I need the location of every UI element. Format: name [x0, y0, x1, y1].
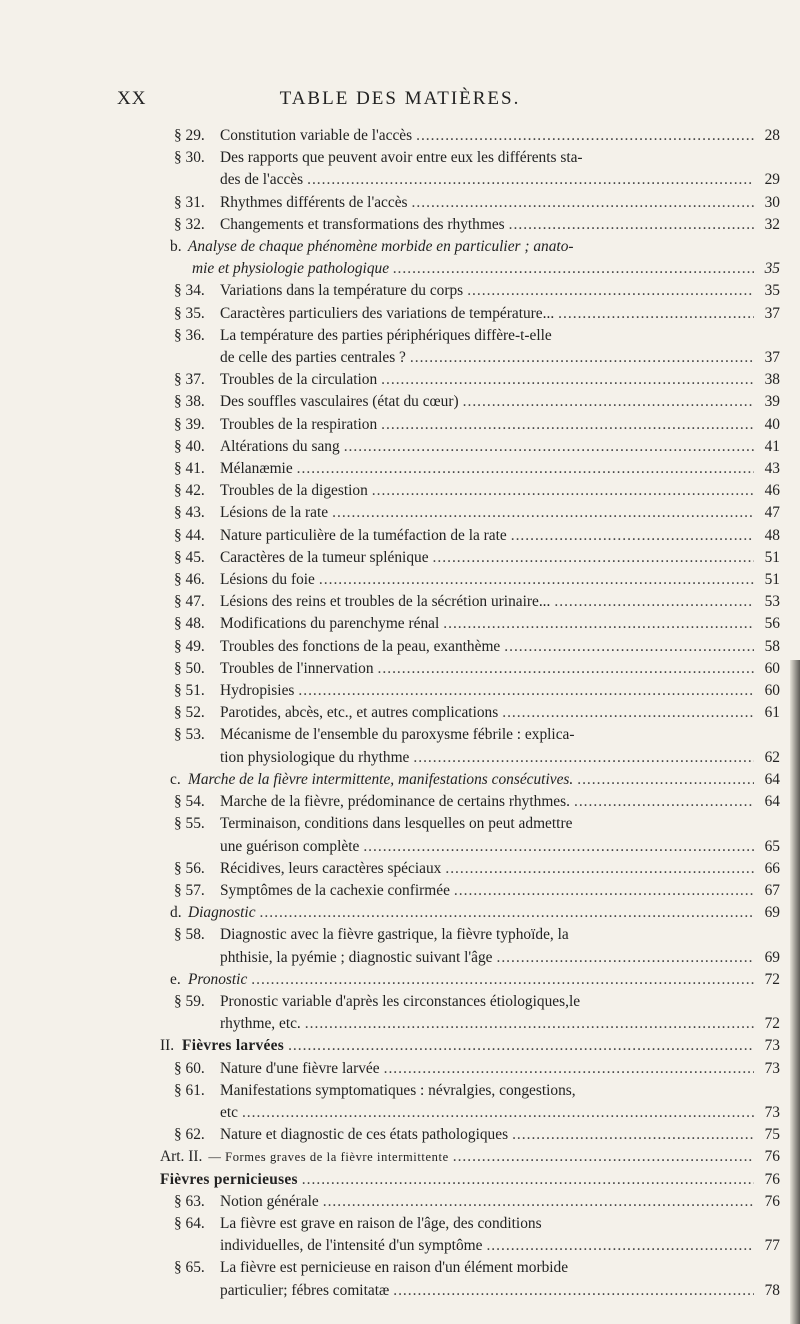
toc-entry-page: 77 — [764, 1237, 780, 1255]
toc-entry — [160, 214, 780, 236]
dot-leader — [577, 769, 754, 791]
toc-entry-title: La fièvre est grave en raison de l'âge, des conditions — [220, 1214, 542, 1232]
toc-entry-title: Caractères particuliers des variations de température... — [220, 304, 555, 322]
toc-entry — [160, 636, 780, 658]
toc-entry-page: 35 — [764, 260, 780, 278]
toc-entry — [160, 1080, 780, 1124]
dot-leader — [463, 391, 754, 413]
dot-leader — [496, 947, 754, 969]
toc-entry-title: Variations dans la température du corps — [220, 282, 464, 300]
dot-leader — [504, 636, 754, 658]
toc-entry — [160, 902, 780, 924]
toc-entry-number: d. — [170, 904, 182, 922]
toc-entry-number: § 41. — [174, 460, 205, 478]
toc-entry-number: § 37. — [174, 371, 205, 389]
dot-leader — [393, 258, 754, 280]
toc-entry — [160, 1169, 780, 1191]
toc-entry-title: Altérations du sang — [220, 437, 340, 455]
dot-leader — [467, 280, 754, 302]
toc-entry-page: 69 — [764, 904, 780, 922]
toc-entry — [160, 192, 780, 214]
dot-leader — [381, 369, 754, 391]
toc-entry-title: — Formes graves de la fièvre intermittente — [208, 1150, 449, 1165]
toc-entry-number: § 48. — [174, 615, 205, 633]
toc-entry-title: Notion générale — [220, 1192, 319, 1210]
table-of-contents — [160, 125, 780, 1302]
toc-entry-page: 58 — [764, 637, 780, 655]
toc-entry-page: 69 — [764, 948, 780, 966]
toc-entry — [160, 880, 780, 902]
toc-entry-title: Fièvres pernicieuses — [160, 1170, 298, 1188]
dot-leader — [372, 480, 754, 502]
toc-entry — [160, 1257, 780, 1301]
toc-entry — [160, 991, 780, 1035]
toc-entry-title-continuation: individuelles, de l'intensité d'un symptôme — [220, 1237, 483, 1255]
toc-entry-title: Lésions du foie — [220, 571, 315, 589]
toc-entry-page: 76 — [764, 1192, 780, 1210]
toc-entry-title: La température des parties périphériques diffère-t-elle — [220, 326, 552, 344]
toc-entry-number: § 44. — [174, 526, 205, 544]
toc-entry-page: 51 — [764, 548, 780, 566]
toc-entry-number: § 30. — [174, 149, 205, 167]
dot-leader — [443, 613, 754, 635]
toc-entry — [160, 858, 780, 880]
toc-entry-number: § 46. — [174, 571, 205, 589]
toc-entry-number: § 47. — [174, 593, 205, 611]
toc-entry-page: 65 — [764, 837, 780, 855]
toc-entry-title: Nature particulière de la tuméfaction de la rate — [220, 526, 507, 544]
toc-entry-page: 64 — [764, 793, 780, 811]
toc-entry-number: § 57. — [174, 881, 205, 899]
toc-entry — [160, 525, 780, 547]
toc-entry-number: § 51. — [174, 682, 205, 700]
toc-entry — [160, 1191, 780, 1213]
toc-entry — [160, 436, 780, 458]
toc-entry-page: 53 — [764, 593, 780, 611]
dot-leader — [512, 1124, 754, 1146]
toc-entry-title: Symptômes de la cachexie confirmée — [220, 881, 450, 899]
dot-leader — [305, 1013, 754, 1035]
page-edge-shadow — [790, 660, 800, 1324]
toc-entry — [160, 969, 780, 991]
toc-entry-number: § 65. — [174, 1259, 205, 1277]
toc-entry — [160, 325, 780, 369]
toc-entry-number: § 38. — [174, 393, 205, 411]
dot-leader — [454, 880, 754, 902]
toc-entry-number: § 63. — [174, 1192, 205, 1210]
dot-leader — [416, 125, 754, 147]
toc-entry-number: II. — [160, 1037, 175, 1055]
toc-entry-title: Rhythmes différents de l'accès — [220, 193, 408, 211]
toc-entry — [160, 569, 780, 591]
toc-entry-title-continuation: particulier; fébres comitatæ — [220, 1281, 390, 1299]
dot-leader — [453, 1146, 754, 1168]
dot-leader — [307, 169, 754, 191]
toc-entry-page: 48 — [764, 526, 780, 544]
toc-entry-number: § 43. — [174, 504, 205, 522]
toc-entry-page: 37 — [764, 349, 780, 367]
toc-entry-title: Mécanisme de l'ensemble du paroxysme fébrile : explica- — [220, 726, 575, 744]
toc-entry — [160, 125, 780, 147]
dot-leader — [363, 836, 754, 858]
dot-leader — [433, 547, 754, 569]
toc-entry-number: § 45. — [174, 548, 205, 566]
dot-leader — [502, 702, 754, 724]
toc-entry-page: 40 — [764, 415, 780, 433]
toc-entry — [160, 1146, 780, 1168]
dot-leader — [288, 1035, 754, 1057]
toc-entry-number: § 60. — [174, 1059, 205, 1077]
toc-entry-title: Nature et diagnostic de ces états pathologiques — [220, 1126, 509, 1144]
dot-leader — [558, 303, 754, 325]
toc-entry-title: Terminaison, conditions dans lesquelles on peut admettre — [220, 815, 573, 833]
toc-entry-number: § 64. — [174, 1214, 205, 1232]
toc-entry — [160, 303, 780, 325]
toc-entry-number: § 53. — [174, 726, 205, 744]
toc-entry-number: § 42. — [174, 482, 205, 500]
toc-entry — [160, 658, 780, 680]
toc-entry-title: Caractères de la tumeur splénique — [220, 548, 429, 566]
toc-entry-number: § 55. — [174, 815, 205, 833]
toc-entry — [160, 613, 780, 635]
toc-entry-number: § 56. — [174, 859, 205, 877]
dot-leader — [486, 1235, 754, 1257]
toc-entry-page: 47 — [764, 504, 780, 522]
dot-leader — [298, 680, 754, 702]
toc-entry-number: § 35. — [174, 304, 205, 322]
page-header — [0, 88, 800, 112]
toc-entry-page: 46 — [764, 482, 780, 500]
toc-entry-title: Marche de la fièvre intermittente, manifestations consécutives. — [188, 770, 574, 788]
toc-entry-title: Constitution variable de l'accès — [220, 127, 413, 144]
toc-entry-title: Troubles de la digestion — [220, 482, 368, 500]
toc-entry-number: § 58. — [174, 926, 205, 944]
dot-leader — [574, 791, 754, 813]
toc-entry — [160, 369, 780, 391]
toc-entry-page: 51 — [764, 571, 780, 589]
toc-entry — [160, 724, 780, 768]
dot-leader — [445, 858, 754, 880]
toc-entry-title: Des rapports que peuvent avoir entre eux les différents sta- — [220, 149, 583, 167]
toc-entry-number: § 54. — [174, 793, 205, 811]
toc-entry-page: 75 — [764, 1126, 780, 1144]
toc-entry-title: Parotides, abcès, etc., et autres complications — [220, 704, 499, 722]
toc-entry-number: § 49. — [174, 637, 205, 655]
toc-entry-title: Lésions des reins et troubles de la sécrétion urinaire... — [220, 593, 551, 611]
toc-entry-page: 67 — [764, 881, 780, 899]
toc-entry-page: 62 — [764, 748, 780, 766]
toc-entry-page: 60 — [764, 659, 780, 677]
toc-entry-page: 35 — [764, 282, 780, 300]
running-title: TABLE DES MATIÈRES. — [279, 88, 521, 109]
toc-entry-page: 38 — [764, 371, 780, 389]
toc-entry-page: 64 — [764, 770, 780, 788]
toc-entry — [160, 280, 780, 302]
toc-entry-title-continuation: une guérison complète — [220, 837, 360, 855]
toc-entry-title: Troubles des fonctions de la peau, exanthème — [220, 637, 501, 655]
dot-leader — [297, 458, 754, 480]
toc-entry-number: § 36. — [174, 326, 205, 344]
toc-entry-title: Mélanæmie — [220, 460, 293, 478]
toc-entry-title: Des souffles vasculaires (état du cœur) — [220, 393, 459, 411]
toc-entry-page: 43 — [764, 460, 780, 478]
toc-entry — [160, 502, 780, 524]
toc-entry-page: 39 — [764, 393, 780, 411]
toc-entry-number: § 50. — [174, 659, 205, 677]
toc-entry-title: Récidives, leurs caractères spéciaux — [220, 859, 442, 877]
toc-entry-title: Troubles de la circulation — [220, 371, 378, 389]
toc-entry-number: b. — [170, 238, 182, 256]
dot-leader — [260, 902, 754, 924]
toc-entry-page: 28 — [764, 127, 780, 144]
toc-entry-number: § 52. — [174, 704, 205, 722]
toc-entry-page: 76 — [764, 1170, 780, 1188]
folio-number: XX — [117, 88, 147, 109]
toc-entry — [160, 813, 780, 857]
toc-entry — [160, 1124, 780, 1146]
toc-entry-page: 66 — [764, 859, 780, 877]
toc-entry-number: § 40. — [174, 437, 205, 455]
toc-entry-page: 30 — [764, 193, 780, 211]
dot-leader — [378, 658, 754, 680]
toc-entry-number: c. — [170, 770, 181, 788]
toc-entry-number: Art. II. — [160, 1148, 203, 1166]
toc-entry-title: Fièvres larvées — [182, 1037, 285, 1055]
dot-leader — [302, 1169, 754, 1191]
toc-entry-number: § 31. — [174, 193, 205, 211]
toc-entry-title: Diagnostic — [188, 904, 256, 922]
toc-entry-number: § 59. — [174, 992, 205, 1010]
toc-entry-title: Hydropisies — [220, 682, 295, 700]
toc-entry-page: 60 — [764, 682, 780, 700]
toc-entry — [160, 680, 780, 702]
toc-entry — [160, 1058, 780, 1080]
toc-entry-title: Troubles de la respiration — [220, 415, 378, 433]
toc-entry-page: 73 — [764, 1037, 780, 1055]
toc-entry-title: Manifestations symptomatiques : névralgies, congestions, — [220, 1081, 576, 1099]
toc-entry-title-continuation: mie et physiologie pathologique — [192, 260, 390, 278]
toc-entry-page: 56 — [764, 615, 780, 633]
toc-entry — [160, 147, 780, 191]
toc-entry-page: 29 — [764, 171, 780, 189]
toc-entry-title: Lésions de la rate — [220, 504, 329, 522]
toc-entry-title-continuation: etc — [220, 1103, 238, 1121]
dot-leader — [511, 525, 754, 547]
toc-entry-number: § 34. — [174, 282, 205, 300]
toc-entry — [160, 480, 780, 502]
toc-entry-page: 73 — [764, 1059, 780, 1077]
toc-entry — [160, 591, 780, 613]
dot-leader — [509, 214, 754, 236]
toc-entry-number: e. — [170, 970, 181, 988]
toc-entry-page: 72 — [764, 1015, 780, 1033]
dot-leader — [344, 436, 754, 458]
toc-entry-title: Marche de la fièvre, prédominance de certains rhythmes. — [220, 793, 570, 811]
dot-leader — [242, 1102, 754, 1124]
dot-leader — [554, 591, 754, 613]
dot-leader — [381, 414, 754, 436]
toc-entry-title: Nature d'une fièvre larvée — [220, 1059, 380, 1077]
toc-entry-title: Pronostic — [188, 970, 248, 988]
toc-entry — [160, 414, 780, 436]
toc-entry — [160, 702, 780, 724]
toc-entry-page: 72 — [764, 970, 780, 988]
toc-entry-number: § 29. — [174, 127, 205, 144]
dot-leader — [332, 502, 754, 524]
toc-entry-page: 41 — [764, 437, 780, 455]
toc-entry — [160, 236, 780, 280]
toc-entry — [160, 1213, 780, 1257]
dot-leader — [251, 969, 754, 991]
toc-entry-title: Diagnostic avec la fièvre gastrique, la fièvre typhoïde, la — [220, 926, 569, 944]
dot-leader — [413, 747, 754, 769]
toc-entry-title: Analyse de chaque phénomène morbide en particulier ; anato- — [188, 238, 574, 256]
toc-entry-number: § 39. — [174, 415, 205, 433]
toc-entry-page: 73 — [764, 1103, 780, 1121]
dot-leader — [384, 1058, 754, 1080]
dot-leader — [393, 1280, 754, 1302]
toc-entry — [160, 791, 780, 813]
toc-entry — [160, 458, 780, 480]
toc-entry — [160, 547, 780, 569]
toc-entry-title: Troubles de l'innervation — [220, 659, 374, 677]
toc-entry-title: La fièvre est pernicieuse en raison d'un élément morbide — [220, 1259, 569, 1277]
toc-entry-title-continuation: des de l'accès — [220, 171, 304, 189]
toc-entry-page: 32 — [764, 215, 780, 233]
toc-entry-title: Changements et transformations des rhythmes — [220, 215, 505, 233]
toc-entry-title-continuation: de celle des parties centrales ? — [220, 349, 406, 367]
toc-entry — [160, 924, 780, 968]
toc-entry — [160, 391, 780, 413]
toc-entry-page: 78 — [764, 1281, 780, 1299]
toc-entry-page: 37 — [764, 304, 780, 322]
toc-entry — [160, 769, 780, 791]
toc-entry-title-continuation: phthisie, la pyémie ; diagnostic suivant l'âge — [220, 948, 493, 966]
toc-entry-page: 61 — [764, 704, 780, 722]
dot-leader — [412, 192, 754, 214]
dot-leader — [323, 1191, 754, 1213]
toc-entry-number: § 32. — [174, 215, 205, 233]
toc-entry-page: 76 — [764, 1148, 780, 1166]
dot-leader — [410, 347, 754, 369]
toc-entry-number: § 62. — [174, 1126, 205, 1144]
toc-entry-title-continuation: tion physiologique du rhythme — [220, 748, 410, 766]
toc-entry-title-continuation: rhythme, etc. — [220, 1015, 301, 1033]
toc-entry-title: Modifications du parenchyme rénal — [220, 615, 440, 633]
toc-entry-number: § 61. — [174, 1081, 205, 1099]
toc-entry — [160, 1035, 780, 1057]
toc-entry-title: Pronostic variable d'après les circonstances étiologiques,le — [220, 992, 581, 1010]
dot-leader — [319, 569, 754, 591]
